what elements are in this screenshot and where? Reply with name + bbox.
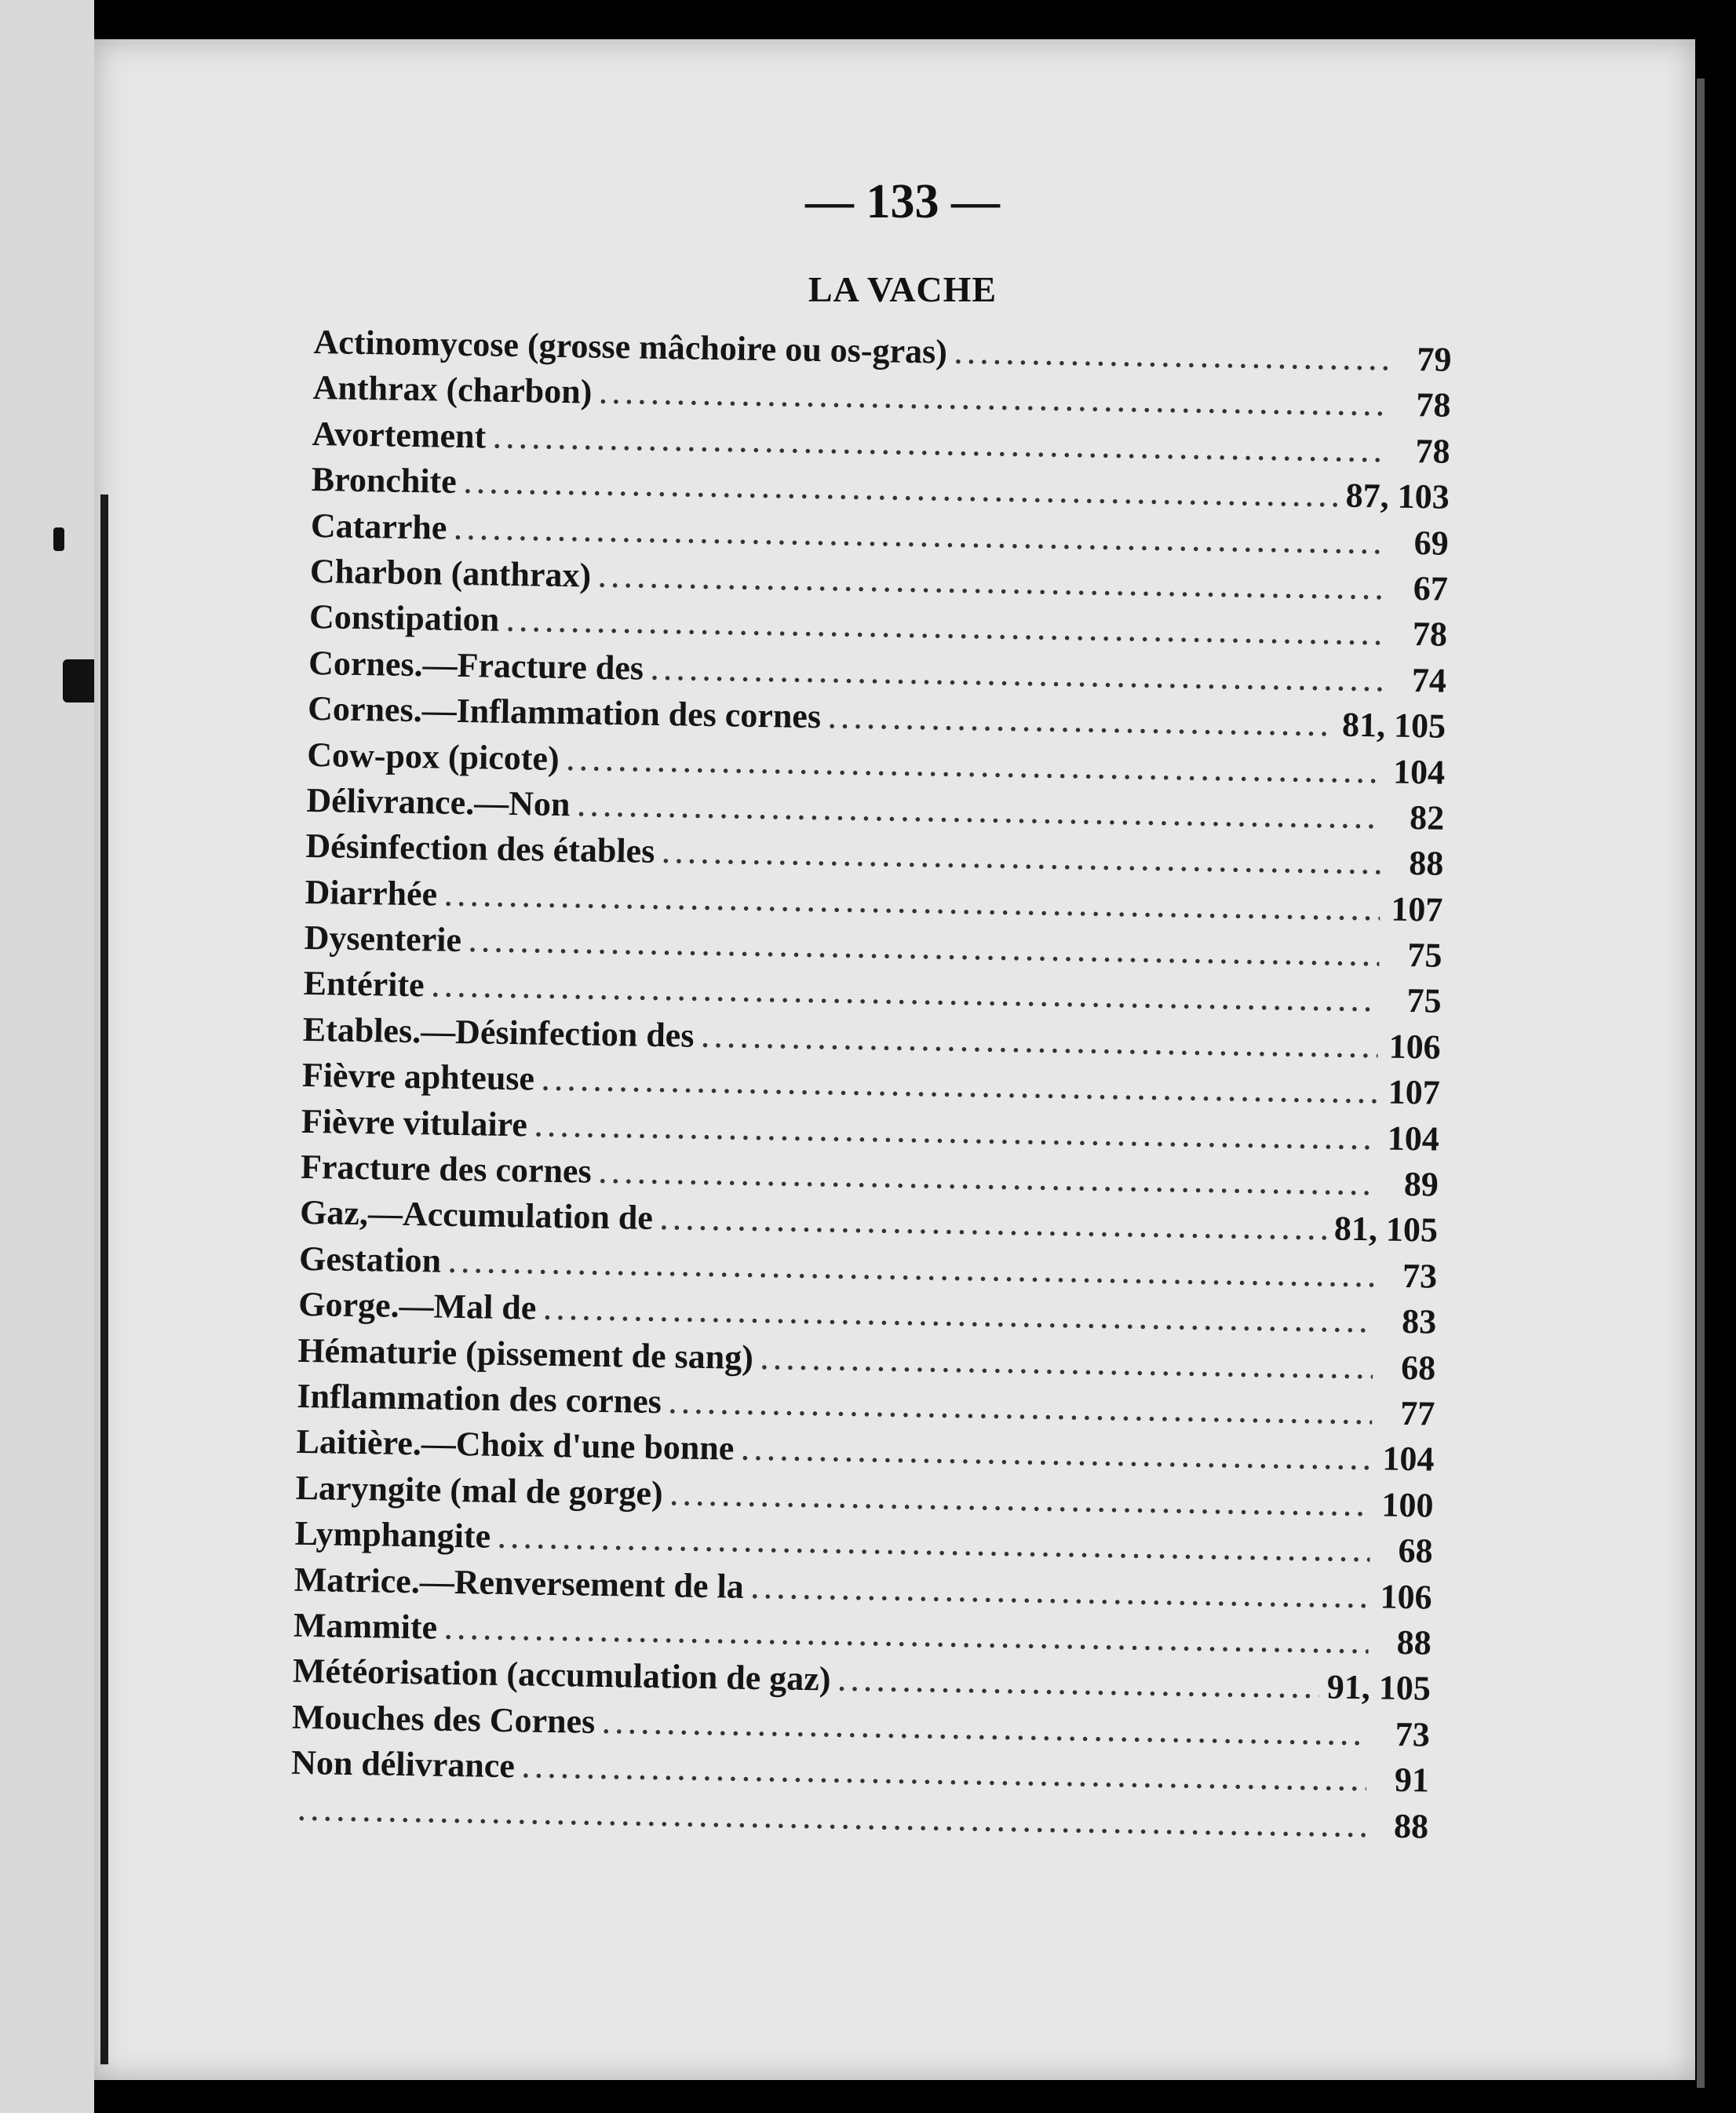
entry-term: Désinfection des étables [305, 827, 655, 871]
page-number: — 133 — [805, 175, 1000, 228]
entry-term: Bronchite [311, 460, 458, 502]
entry-pages: 89 [1403, 1164, 1439, 1204]
section-title: LA VACHE [808, 269, 997, 309]
entry-pages: 91 [1394, 1760, 1430, 1800]
dot-leader [670, 1482, 1370, 1523]
entry-pages: 91, 105 [1326, 1667, 1431, 1708]
dot-leader [954, 341, 1388, 378]
entry-term: Actinomycose (grosse mâchoire ou os-gras) [313, 322, 948, 371]
entry-term: Gorge.—Mal de [297, 1285, 537, 1327]
entry-term: Dysenterie [304, 918, 462, 960]
entry-term: Inflammation des cornes [297, 1376, 662, 1421]
entry-term: Cow-pox (picote) [306, 735, 560, 778]
dot-leader [445, 1616, 1369, 1660]
entry-pages: 77 [1399, 1393, 1435, 1433]
entry-term: Météorisation (accumulation de gaz) [292, 1651, 831, 1699]
entry-pages: 107 [1391, 889, 1443, 929]
entry-term: Hématurie (pissement de sang) [297, 1330, 754, 1377]
entry-term: Mouches des Cornes [291, 1697, 596, 1741]
entry-pages: 106 [1380, 1577, 1433, 1617]
page-edge-shadow [1697, 78, 1705, 2088]
entry-pages: 100 [1381, 1485, 1434, 1525]
dot-leader [454, 516, 1386, 560]
dot-leader [662, 840, 1381, 881]
dot-leader [578, 793, 1381, 835]
entry-term: Laitière.—Choix d'une bonne [296, 1422, 735, 1468]
entry-pages: 75 [1406, 981, 1442, 1021]
dot-leader [829, 705, 1335, 743]
dot-leader [544, 1297, 1373, 1340]
entry-pages: 68 [1398, 1531, 1433, 1571]
dot-leader [600, 381, 1388, 423]
dot-leader [751, 1575, 1369, 1615]
dot-leader [464, 470, 1337, 513]
entry-term: Etables.—Désinfection des [302, 1009, 695, 1055]
entry-term: Gestation [298, 1239, 442, 1280]
entry-term: Cornes.—Inflammation des cornes [307, 689, 822, 736]
dot-leader [603, 1710, 1367, 1752]
entry-pages: 78 [1415, 431, 1450, 471]
entry-term: Cornes.—Fracture des [308, 643, 644, 688]
entry-pages: 104 [1382, 1439, 1435, 1479]
dot-leader [669, 1390, 1373, 1431]
entry-term: Fracture des cornes [300, 1147, 593, 1191]
entry-pages: 88 [1396, 1622, 1432, 1662]
dot-leader [498, 1525, 1370, 1568]
entry-pages: 104 [1392, 752, 1446, 792]
dot-leader [661, 1207, 1327, 1247]
entry-pages: 106 [1388, 1027, 1442, 1067]
dot-leader [542, 1067, 1377, 1111]
entry-term: Laryngite (mal de gorge) [295, 1468, 663, 1513]
dot-leader [760, 1346, 1373, 1385]
entry-term: Catarrhe [310, 505, 447, 547]
dot-leader [702, 1024, 1378, 1065]
dot-leader [567, 747, 1382, 790]
entry-pages: 79 [1417, 340, 1452, 379]
entry-pages: 67 [1413, 569, 1449, 608]
dot-leader [599, 564, 1385, 607]
entry-pages: 88 [1393, 1806, 1429, 1846]
dot-leader [469, 929, 1380, 973]
dot-leader [494, 425, 1388, 469]
entry-pages: 75 [1407, 936, 1442, 975]
dot-leader [298, 1797, 1366, 1843]
dot-leader [449, 1250, 1375, 1294]
dot-leader [432, 974, 1379, 1019]
entry-pages: 82 [1409, 797, 1445, 838]
entry-pages: 69 [1413, 523, 1450, 563]
entry-term: Constipation [308, 597, 500, 640]
entry-term: Diarrhée [305, 872, 438, 914]
ink-mark [53, 527, 64, 551]
entry-term: Délivrance.—Non [306, 780, 571, 824]
entry-pages: 81, 105 [1341, 705, 1446, 746]
entry-pages: 81, 105 [1333, 1209, 1439, 1250]
dot-leader [599, 1160, 1376, 1202]
dot-leader [507, 608, 1384, 652]
facing-page-edge [0, 0, 94, 2113]
entry-term: Non délivrance [290, 1743, 516, 1786]
entry-term: Fièvre aphteuse [301, 1056, 535, 1098]
entry-term: Anthrax (charbon) [312, 368, 593, 411]
entry-pages: 87, 103 [1345, 476, 1450, 516]
entry-term: Matrice.—Renversement de la [294, 1560, 745, 1606]
dot-leader [535, 1113, 1377, 1156]
entry-pages: 78 [1412, 615, 1448, 655]
binding-edge [100, 494, 108, 2064]
dot-leader [651, 657, 1384, 699]
entry-term: Charbon (anthrax) [309, 551, 592, 595]
dot-leader [838, 1668, 1319, 1706]
entry-term: Lymphangite [294, 1513, 491, 1556]
dot-leader [523, 1755, 1367, 1798]
entry-term: Mammite [293, 1605, 438, 1647]
dot-leader [742, 1437, 1372, 1477]
entry-pages: 88 [1408, 844, 1444, 883]
entry-pages: 107 [1388, 1072, 1441, 1112]
entry-pages: 73 [1402, 1256, 1438, 1296]
entry-term: Gaz,—Accumulation de [299, 1193, 654, 1238]
index-list [290, 322, 1452, 1852]
entry-term: Entérite [303, 964, 425, 1005]
entry-pages: 68 [1400, 1348, 1436, 1388]
entry-pages: 104 [1387, 1119, 1440, 1159]
entry-pages: 83 [1401, 1302, 1437, 1341]
entry-term: Fièvre vitulaire [301, 1101, 528, 1144]
dot-leader [445, 882, 1380, 927]
entry-pages: 74 [1411, 660, 1447, 700]
entry-pages: 78 [1416, 385, 1451, 425]
entry-pages: 73 [1395, 1714, 1431, 1754]
entry-term: Avortement [312, 414, 487, 456]
